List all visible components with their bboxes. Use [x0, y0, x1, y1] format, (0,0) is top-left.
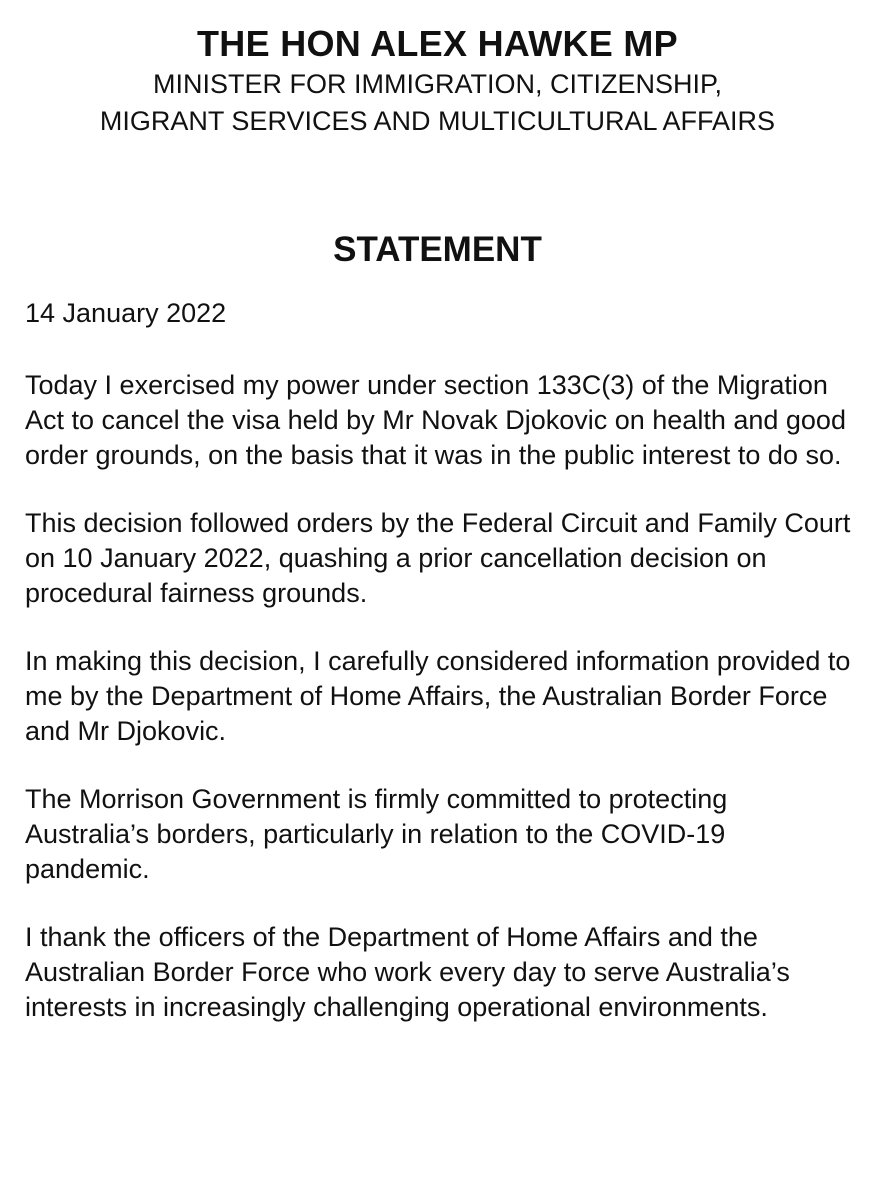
minister-title-line-2: MIGRANT SERVICES AND MULTICULTURAL AFFAIRS [99, 106, 776, 136]
minister-title-line-1: MINISTER FOR IMMIGRATION, CITIZENSHIP, [152, 69, 723, 99]
letterhead [0, 0, 875, 140]
statement-date: 14 January 2022 [25, 298, 227, 328]
minister-name: THE HON ALEX HAWKE MP [197, 23, 678, 64]
paragraph-thanks: I thank the officers of the Department of Home Affairs and the Australian Border Force who work every day to serve Australia’s interests in increasingly challenging operational environments. [25, 922, 790, 1022]
statement-body [0, 296, 875, 1025]
paragraph-visa-cancellation: Today I exercised my power under section 133C(3) of the Migration Act to cancel the visa held by Mr Novak Djokovic on health and good order grounds, on the basis that it was in the public interest to do so. [25, 370, 846, 470]
paragraph-information-considered: In making this decision, I carefully considered information provided to me by the Department of Home Affairs, the Australian Border Force and Mr Djokovic. [25, 646, 851, 746]
paragraph-government-commitment: The Morrison Government is firmly committed to protecting Australia’s borders, particularly in relation to the COVID-19 pandemic. [25, 784, 728, 884]
document-type-heading: STATEMENT [333, 230, 542, 269]
paragraph-court-orders: This decision followed orders by the Federal Circuit and Family Court on 10 January 2022, quashing a prior cancellation decision on procedural fairness grounds. [25, 508, 851, 608]
